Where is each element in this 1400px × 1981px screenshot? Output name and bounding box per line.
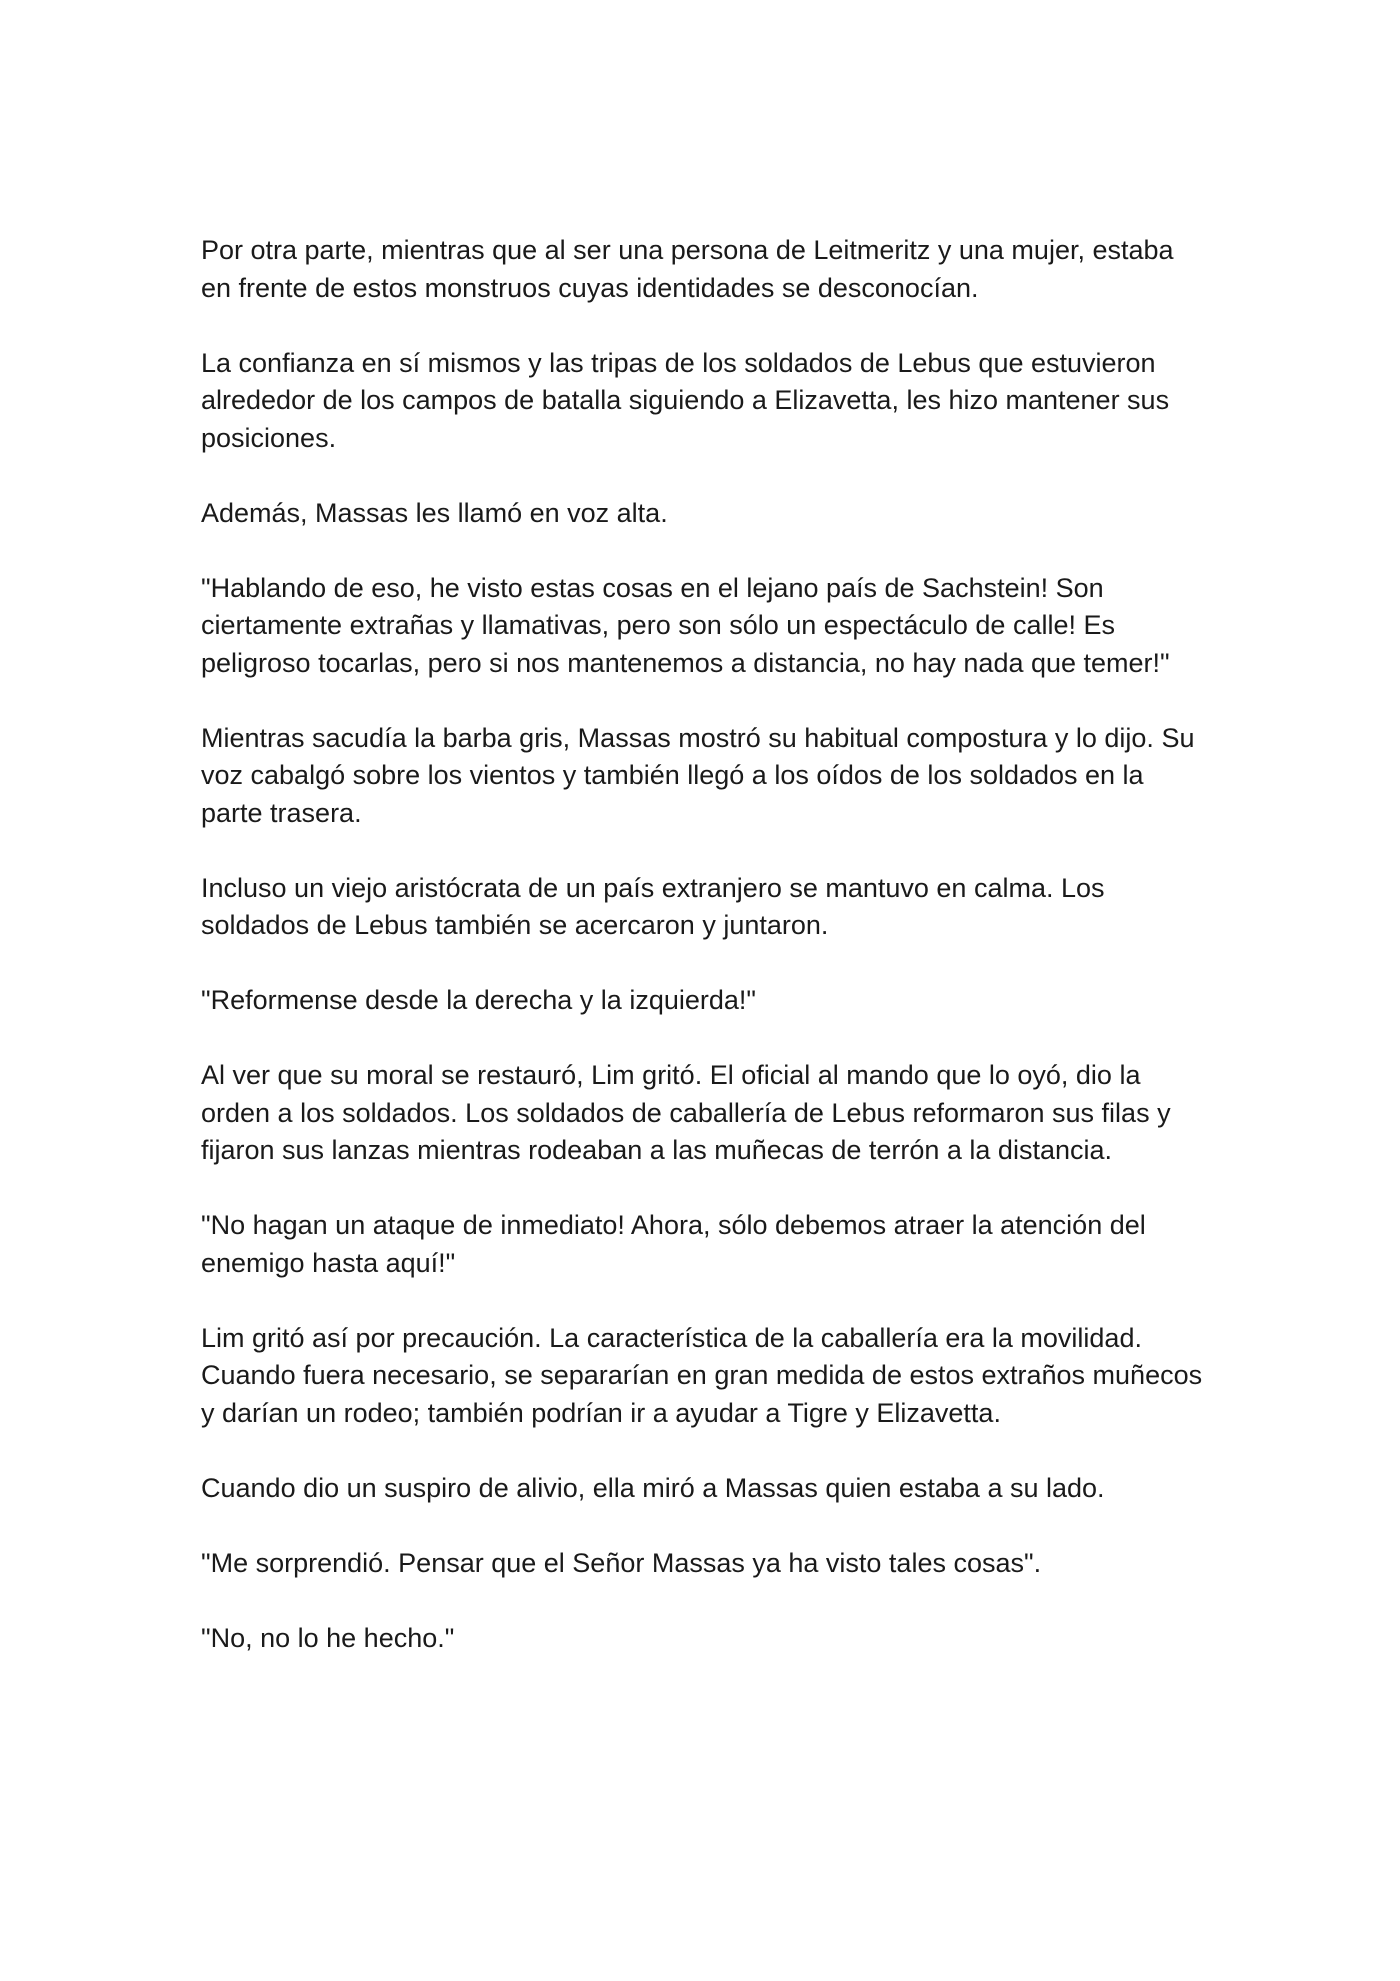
paragraph: Incluso un viejo aristócrata de un país extranjero se mantuvo en calma. Los soldados de Lebus también se acercaron y juntaron.	[201, 872, 1105, 940]
paragraph: La confianza en sí mismos y las tripas de los soldados de Lebus que estuvieron alrededor de los campos de batalla siguiendo a Elizavetta, les hizo mantener sus posiciones.	[201, 347, 1170, 453]
paragraph: Lim gritó así por precaución. La característica de la caballería era la movilidad. Cuando fuera necesario, se separarían en gran medida de estos extraños muñecos y darían un rodeo; también podrían ir a ayudar a Tigre y Elizavetta.	[201, 1322, 1203, 1428]
paragraph: Al ver que su moral se restauró, Lim gritó. El oficial al mando que lo oyó, dio la orden a los soldados. Los soldados de caballería de Lebus reformaron sus filas y fijaron sus lanzas mientras rodeaban a las muñecas de terrón a la distancia.	[201, 1060, 1171, 1165]
paragraph: "No, no lo he hecho."	[201, 1622, 455, 1653]
paragraph: "No hagan un ataque de inmediato! Ahora, sólo debemos atraer la atención del enemigo hasta aquí!"	[201, 1210, 1146, 1278]
body-text	[201, 232, 1211, 1695]
paragraph: Mientras sacudía la barba gris, Massas mostró su habitual compostura y lo dijo. Su voz cabalgó sobre los vientos y también llegó a los oídos de los soldados en la parte trasera.	[201, 722, 1195, 828]
paragraph: Por otra parte, mientras que al ser una persona de Leitmeritz y una mujer, estaba en frente de estos monstruos cuyas identidades se desconocían.	[201, 235, 1174, 303]
paragraph: "Reformense desde la derecha y la izquierda!"	[201, 985, 756, 1015]
paragraph: "Me sorprendió. Pensar que el Señor Massas ya ha visto tales cosas".	[201, 1547, 1042, 1578]
paragraph: Cuando dio un suspiro de alivio, ella miró a Massas quien estaba a su lado.	[201, 1472, 1105, 1503]
paragraph: Además, Massas les llamó en voz alta.	[201, 497, 668, 528]
paragraph: "Hablando de eso, he visto estas cosas en el lejano país de Sachstein! Son ciertamente extrañas y llamativas, pero son sólo un espectáculo de calle! Es peligroso tocarlas, pero si nos mantenemos a distancia, no hay nada que temer!"	[201, 572, 1170, 678]
